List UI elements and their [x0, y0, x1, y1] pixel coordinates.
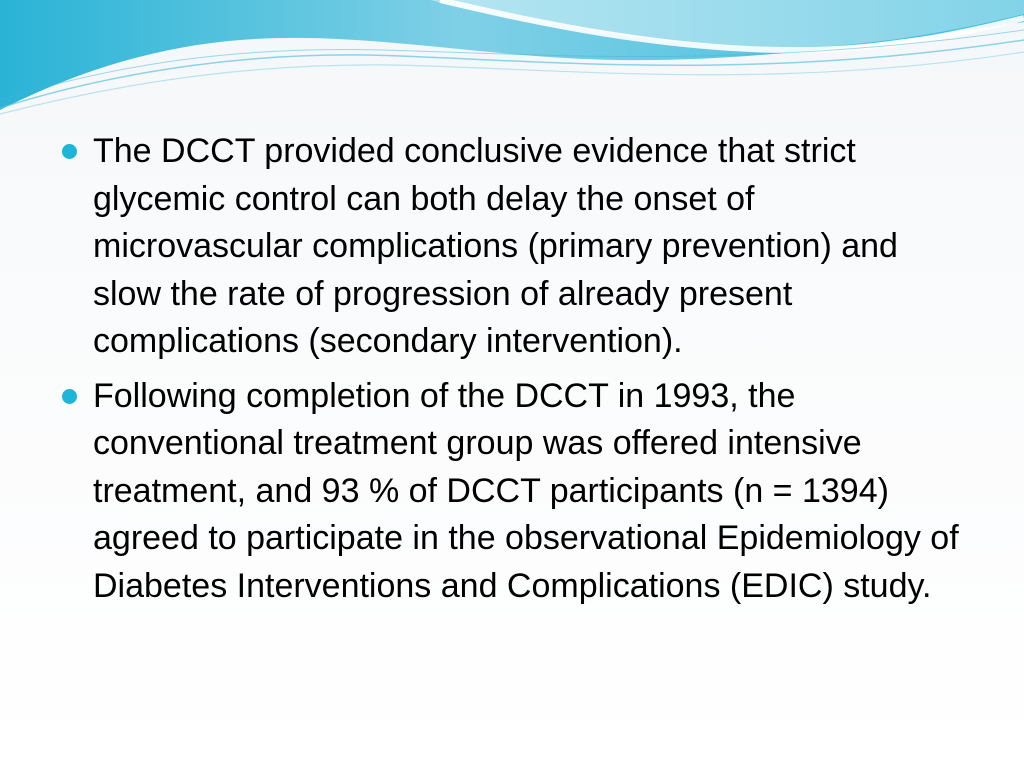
bullet-dot-icon: [62, 144, 77, 159]
header-wave-decoration: [0, 0, 1024, 130]
bullet-dot-icon: [62, 389, 77, 404]
bullet-text: Following completion of the DCCT in 1993, the conventional treatment group was offered intensive treatment, and 93 % of DCCT participants (n = 1394) agreed to participate in the observational Epidemiology of Diabetes Interventions and Complications (EDIC) study.: [93, 376, 959, 605]
bullet-item-edic-study: [62, 373, 962, 611]
bullet-item-dcct-evidence: [62, 128, 962, 366]
bullet-list: [62, 128, 962, 617]
bullet-text: The DCCT provided conclusive evidence that strict glycemic control can both delay the onset of microvascular complications (primary prevention) and slow the rate of progression of already present complications (secondary intervention).: [93, 132, 898, 360]
